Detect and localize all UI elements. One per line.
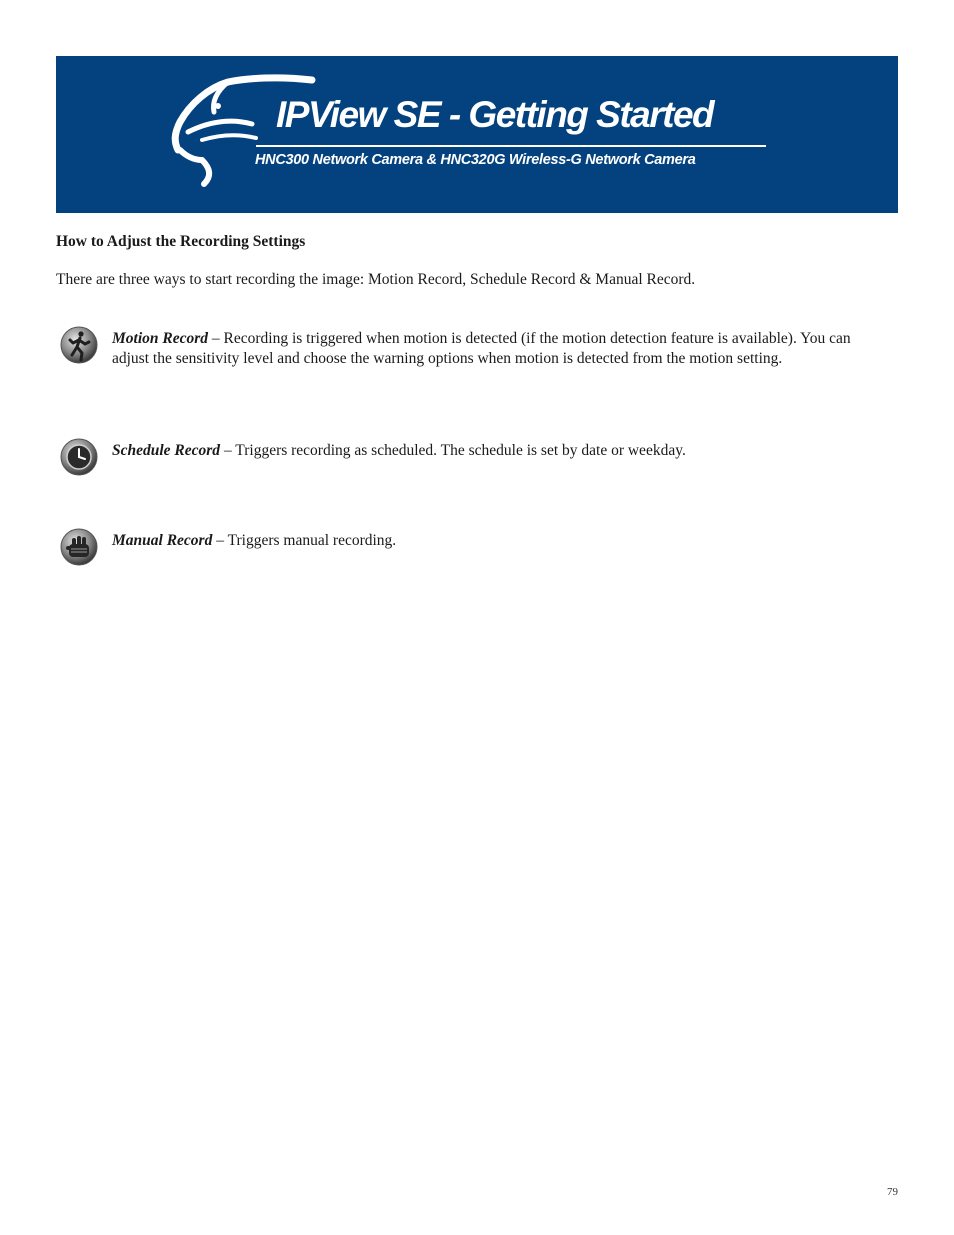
list-item-description: Triggers manual recording. bbox=[227, 532, 397, 549]
banner-title: IPView SE - Getting Started bbox=[276, 94, 714, 135]
list-item-text bbox=[112, 441, 882, 461]
intro-paragraph: There are three ways to start recording the image: Motion Record, Schedule Record & Manual Record. bbox=[56, 271, 696, 288]
list-item-term: Motion Record bbox=[112, 330, 209, 347]
running-man-icon bbox=[59, 325, 99, 365]
clock-icon bbox=[59, 437, 99, 477]
section-heading: How to Adjust the Recording Settings bbox=[56, 233, 306, 250]
list-item-separator: – bbox=[220, 442, 236, 459]
list-item-text bbox=[112, 329, 882, 369]
page-number: 79 bbox=[887, 1186, 898, 1198]
banner-divider bbox=[256, 145, 766, 147]
header-banner bbox=[56, 56, 898, 213]
list-item-term: Manual Record bbox=[112, 532, 213, 549]
banner-subtitle: HNC300 Network Camera & HNC320G Wireless-G Network Camera bbox=[255, 152, 696, 168]
list-item-term: Schedule Record bbox=[112, 442, 221, 459]
hand-icon bbox=[59, 527, 99, 567]
list-item-description: Recording is triggered when motion is detected (if the motion detection feature is available). You can adjust the sensitivity level and choose the warning options when motion is detected from the motion setting. bbox=[112, 330, 851, 367]
list-item-separator: – bbox=[208, 330, 224, 347]
list-item-separator: – bbox=[212, 532, 228, 549]
list-item-description: Triggers recording as scheduled. The schedule is set by date or weekday. bbox=[235, 442, 686, 459]
list-item-text bbox=[112, 531, 882, 551]
